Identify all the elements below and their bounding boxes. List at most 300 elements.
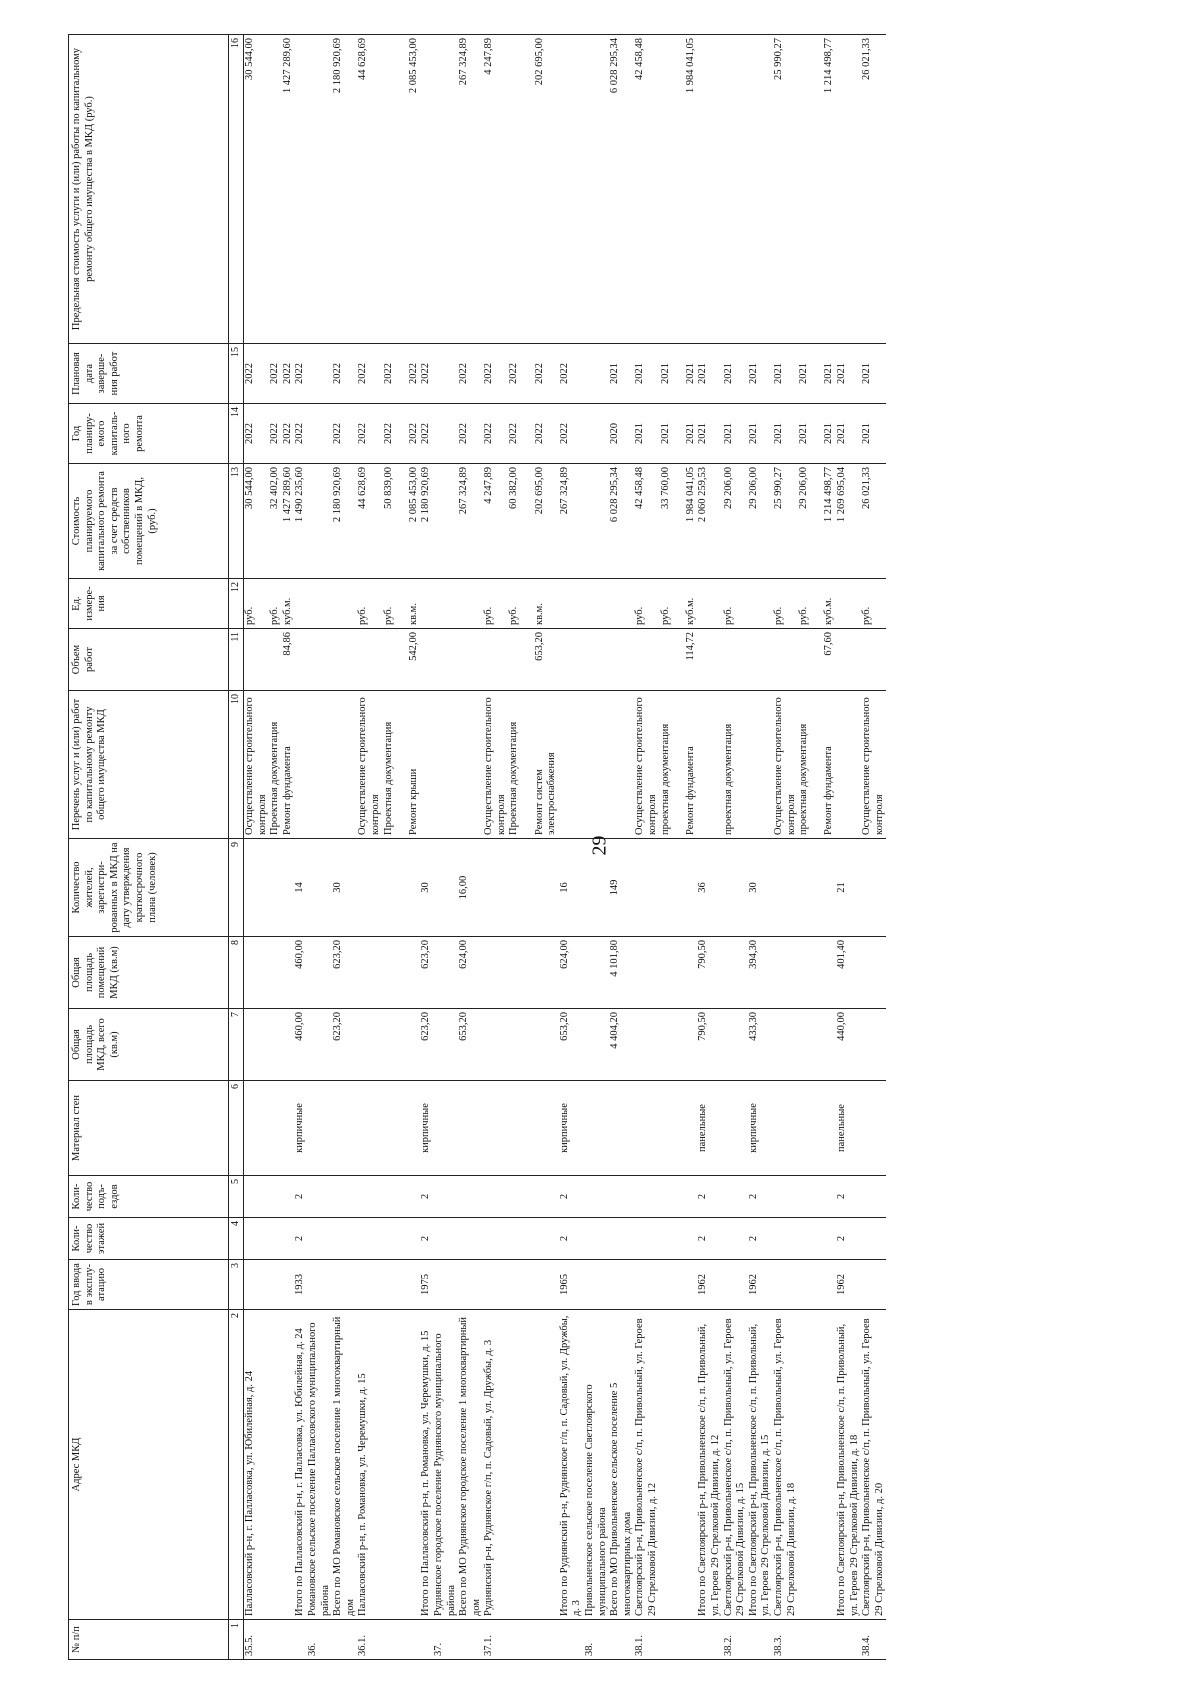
cell-col-11 — [332, 629, 357, 691]
cell-col-11 — [609, 629, 634, 691]
cell-col-7 — [483, 1009, 559, 1081]
cell-col-5: 2 — [748, 1176, 773, 1218]
cell-col-8 — [357, 937, 420, 1009]
cell-col-4: 2 — [697, 1218, 722, 1260]
cell-col-15 — [433, 344, 458, 404]
cell-col-11 — [433, 629, 458, 691]
cell-col-2: Руднянский р-н, Руднянское г/п, п. Садовый, ул. Дружбы, д. 3 — [483, 1310, 559, 1620]
column-header-12: Ед. измере-ния — [69, 579, 229, 629]
cell-col-8: 624,00 — [559, 937, 584, 1009]
cell-col-1: 37. — [433, 1620, 458, 1660]
cell-col-11 — [559, 629, 584, 691]
cell-col-14 — [433, 404, 458, 464]
cell-col-16 — [697, 35, 722, 344]
cell-col-9 — [773, 839, 836, 937]
cell-col-10 — [697, 691, 722, 839]
cell-col-5 — [307, 1176, 332, 1218]
table-body — [244, 35, 887, 1660]
rotated-table-container — [68, 35, 1188, 1660]
cell-col-13: 25 990,27 29 206,00 1 214 498,77 — [773, 464, 836, 579]
cell-col-11 — [697, 629, 722, 691]
cell-col-5 — [634, 1176, 697, 1218]
cell-col-13: 267 324,89 — [559, 464, 584, 579]
cell-col-10: Осуществление строительного контроля Проектная документация Ремонт систем электроснабжения — [483, 691, 559, 839]
cell-col-6 — [861, 1081, 886, 1176]
cell-col-10: Осуществление строительного контроля Проектная документация Ремонт фундамента — [244, 691, 295, 839]
cell-col-12 — [307, 579, 332, 629]
cell-col-11 — [723, 629, 748, 691]
cell-col-2: Светлоярский р-н, Привольненское с/п, п. Привольный, ул. Героев 29 Стрелковой Дивизии, д. 20 — [861, 1310, 886, 1620]
cell-col-13: 29 206,00 — [723, 464, 748, 579]
column-header-6: Материал стен — [69, 1081, 229, 1176]
cell-col-13: 29 206,00 — [748, 464, 773, 579]
column-number-8: 8 — [229, 937, 244, 1009]
cell-col-4 — [483, 1218, 559, 1260]
cell-col-11: 84,86 — [244, 629, 295, 691]
cell-col-3: 1962 — [748, 1260, 773, 1310]
cell-col-1: 36. — [307, 1620, 332, 1660]
cell-col-14: 2021 2021 2021 — [634, 404, 697, 464]
cell-col-8: 401,40 — [836, 937, 861, 1009]
cell-col-1 — [609, 1620, 634, 1660]
cell-col-8: 460,00 — [294, 937, 307, 1009]
cell-col-4 — [458, 1218, 483, 1260]
cell-col-7 — [433, 1009, 458, 1081]
cell-col-4: 2 — [559, 1218, 584, 1260]
cell-col-14: 2022 2022 2022 — [244, 404, 295, 464]
cell-col-13: 26 021,33 — [861, 464, 886, 579]
cell-col-10 — [307, 691, 332, 839]
cell-col-11 — [307, 629, 332, 691]
cell-col-14 — [307, 404, 332, 464]
cell-col-8 — [307, 937, 332, 1009]
cell-col-12: руб. — [861, 579, 886, 629]
cell-col-9 — [584, 839, 609, 937]
table-row — [634, 35, 697, 1660]
cell-col-12 — [609, 579, 634, 629]
cell-col-3: 1962 — [836, 1260, 861, 1310]
cell-col-11 — [861, 629, 886, 691]
cell-col-9 — [357, 839, 420, 937]
cell-col-11 — [748, 629, 773, 691]
column-number-1: 1 — [229, 1620, 244, 1660]
cell-col-10 — [433, 691, 458, 839]
cell-col-5 — [584, 1176, 609, 1218]
cell-col-6 — [244, 1081, 295, 1176]
cell-col-6 — [483, 1081, 559, 1176]
cell-col-6 — [332, 1081, 357, 1176]
cell-col-13: 267 324,89 — [458, 464, 483, 579]
cell-col-15: 2022 2022 2022 — [357, 344, 420, 404]
cell-col-9 — [723, 839, 748, 937]
cell-col-14: 2021 2021 2021 — [773, 404, 836, 464]
cell-col-15: 2022 — [332, 344, 357, 404]
cell-col-2: Итого по Палласовский р-н, г. Палласовка, ул. Юбилейная, д. 24 — [294, 1310, 307, 1620]
cell-col-11 — [294, 629, 307, 691]
cell-col-4 — [584, 1218, 609, 1260]
cell-col-12 — [420, 579, 433, 629]
cell-col-1 — [294, 1620, 307, 1660]
cell-col-2: Итого по Руднянский р-н, Руднянское г/п, п. Садовый, ул. Дружбы, д. 3 — [559, 1310, 584, 1620]
cell-col-6 — [584, 1081, 609, 1176]
cell-col-15: 2022 — [559, 344, 584, 404]
cell-col-3 — [584, 1260, 609, 1310]
cell-col-9: 36 — [697, 839, 722, 937]
cell-col-12 — [433, 579, 458, 629]
cell-col-14: 2021 — [723, 404, 748, 464]
cell-col-9: 149 — [609, 839, 634, 937]
cell-col-2: Всего по МО Руднянское городское поселение 1 многоквартирный дом — [458, 1310, 483, 1620]
cell-col-16: 30 544,00 1 427 289,60 — [244, 35, 295, 344]
cell-col-8: 394,30 — [748, 937, 773, 1009]
cell-col-7 — [584, 1009, 609, 1081]
table-row — [609, 35, 634, 1660]
cell-col-12 — [332, 579, 357, 629]
cell-col-5 — [433, 1176, 458, 1218]
column-header-3: Год ввода в эксплу-атацию — [69, 1260, 229, 1310]
cell-col-15: 2021 2021 2021 — [773, 344, 836, 404]
cell-col-6 — [723, 1081, 748, 1176]
column-header-11: Объем работ — [69, 629, 229, 691]
cell-col-13: 4 247,89 60 382,00 202 695,00 — [483, 464, 559, 579]
table-row — [773, 35, 836, 1660]
cell-col-14: 2022 — [332, 404, 357, 464]
cell-col-12: руб. руб. куб.м. — [773, 579, 836, 629]
cell-col-3 — [332, 1260, 357, 1310]
cell-col-3 — [861, 1260, 886, 1310]
cell-col-16 — [723, 35, 748, 344]
cell-col-6: кирпичные — [294, 1081, 307, 1176]
column-number-11: 11 — [229, 629, 244, 691]
cell-col-3: 1975 — [420, 1260, 433, 1310]
cell-col-2: Светлоярский р-н, Привольненское с/п, п. Привольный, ул. Героев 29 Стрелковой Дивизии, д. 15 — [723, 1310, 748, 1620]
cell-col-7 — [244, 1009, 295, 1081]
cell-col-6 — [433, 1081, 458, 1176]
cell-col-16 — [294, 35, 307, 344]
cell-col-5 — [483, 1176, 559, 1218]
cell-col-2: Светлоярский р-н, Привольненское с/п, п. Привольный, ул. Героев 29 Стрелковой Дивизии, д. 12 — [634, 1310, 697, 1620]
cell-col-10 — [294, 691, 307, 839]
cell-col-6 — [307, 1081, 332, 1176]
cell-col-9: 16 — [559, 839, 584, 937]
cell-col-1 — [420, 1620, 433, 1660]
cell-col-16: 42 458,48 1 984 041,05 — [634, 35, 697, 344]
cell-col-6: кирпичные — [420, 1081, 433, 1176]
page-number: 29 — [588, 835, 611, 855]
cell-col-10 — [420, 691, 433, 839]
cell-col-16: 25 990,27 1 214 498,77 — [773, 35, 836, 344]
cell-col-13: 1 269 695,04 — [836, 464, 861, 579]
column-header-5: Коли-чество подъ-ездов — [69, 1176, 229, 1218]
table-row — [861, 35, 886, 1660]
cell-col-9 — [861, 839, 886, 937]
cell-col-7 — [357, 1009, 420, 1081]
column-header-13: Стоимость планируемого капитального ремонта за счет средств собственников помещений в МКД, (руб.) — [69, 464, 229, 579]
column-header-16: Предельная стоимость услуги и (или) работы по капитальному ремонту общего имущества в МКД (руб.) — [69, 35, 229, 344]
cell-col-2: Романовское сельское поселение Палласовского муниципального района — [307, 1310, 332, 1620]
cell-col-13 — [307, 464, 332, 579]
cell-col-13: 1 490 235,60 — [294, 464, 307, 579]
cell-col-5: 2 — [294, 1176, 307, 1218]
column-number-2: 2 — [229, 1310, 244, 1620]
column-number-13: 13 — [229, 464, 244, 579]
column-number-14: 14 — [229, 404, 244, 464]
cell-col-11 — [836, 629, 861, 691]
cell-col-13: 2 180 920,69 — [420, 464, 433, 579]
cell-col-16 — [836, 35, 861, 344]
cell-col-16: 267 324,89 — [458, 35, 483, 344]
cell-col-16 — [433, 35, 458, 344]
cell-col-1: 35.5. — [244, 1620, 295, 1660]
cell-col-4 — [244, 1218, 295, 1260]
cell-col-13 — [584, 464, 609, 579]
cell-col-14: 2022 2022 2022 — [483, 404, 559, 464]
cell-col-7: 440,00 — [836, 1009, 861, 1081]
cell-col-10 — [609, 691, 634, 839]
cell-col-10: Осуществление строительного контроля — [861, 691, 886, 839]
cell-col-4 — [357, 1218, 420, 1260]
cell-col-2: Всего по МО Привольненское сельское поселение 5 многоквартирных дома — [609, 1310, 634, 1620]
cell-col-13: 42 458,48 33 760,00 1 984 041,05 — [634, 464, 697, 579]
cell-col-4: 2 — [420, 1218, 433, 1260]
cell-col-15: 2021 — [836, 344, 861, 404]
cell-col-2: Всего по МО Романовское сельское поселение 1 многоквартирный дом — [332, 1310, 357, 1620]
cell-col-9: 21 — [836, 839, 861, 937]
cell-col-3 — [307, 1260, 332, 1310]
column-number-3: 3 — [229, 1260, 244, 1310]
cell-col-4: 2 — [836, 1218, 861, 1260]
column-numbers-row — [229, 35, 244, 1660]
cell-col-10: Осуществление строительного контроля Проектная документация Ремонт крыши — [357, 691, 420, 839]
cell-col-2: Светлоярский р-н, Привольненское с/п, п. Привольный, ул. Героев 29 Стрелковой Дивизии, д. 18 — [773, 1310, 836, 1620]
cell-col-10: проектная документация — [723, 691, 748, 839]
cell-col-6: кирпичные — [559, 1081, 584, 1176]
cell-col-12: руб. руб. кв.м. — [483, 579, 559, 629]
cell-col-16: 6 028 295,34 — [609, 35, 634, 344]
cell-col-11 — [420, 629, 433, 691]
cell-col-13: 44 628,69 50 839,00 2 085 453,00 — [357, 464, 420, 579]
cell-col-3 — [609, 1260, 634, 1310]
cell-col-14: 2021 — [861, 404, 886, 464]
cell-col-15: 2021 — [748, 344, 773, 404]
cell-col-15: 2022 2022 2022 — [483, 344, 559, 404]
column-number-4: 4 — [229, 1218, 244, 1260]
cell-col-2: Итого по Светлоярский р-н, Привольненское с/п, п. Привольный, ул. Героев 29 Стрелковой Дивизии, д. 12 — [697, 1310, 722, 1620]
cell-col-7: 4 404,20 — [609, 1009, 634, 1081]
cell-col-13: 2 180 920,69 — [332, 464, 357, 579]
cell-col-14: 2022 2022 2022 — [357, 404, 420, 464]
cell-col-15: 2021 — [723, 344, 748, 404]
cell-col-9 — [433, 839, 458, 937]
cell-col-2: Привольненское сельское поселение Светлоярского муниципального района — [584, 1310, 609, 1620]
table-row — [836, 35, 861, 1660]
column-number-10: 10 — [229, 691, 244, 839]
cell-col-2: Итого по Палласовский р-н, п. Романовка, ул. Черемушки, д. 15 — [420, 1310, 433, 1620]
column-header-14: Год планиру-емого капиталь-ного ремонта — [69, 404, 229, 464]
cell-col-5 — [332, 1176, 357, 1218]
cell-col-7: 623,20 — [420, 1009, 433, 1081]
column-header-1: № п/п — [69, 1620, 229, 1660]
column-header-2: Адрес МКД — [69, 1310, 229, 1620]
cell-col-1 — [697, 1620, 722, 1660]
cell-col-6: кирпичные — [748, 1081, 773, 1176]
cell-col-15 — [307, 344, 332, 404]
cell-col-10 — [584, 691, 609, 839]
cell-col-14: 2022 — [294, 404, 307, 464]
cell-col-12: руб. руб. куб.м. — [634, 579, 697, 629]
cell-col-7: 653,20 — [458, 1009, 483, 1081]
cell-col-10: Осуществление строительного контроля проектная документация Ремонт фундамента — [634, 691, 697, 839]
table-row — [307, 35, 332, 1660]
cell-col-3: 1933 — [294, 1260, 307, 1310]
cell-col-3 — [357, 1260, 420, 1310]
cell-col-8 — [483, 937, 559, 1009]
cell-col-1: 38.4. — [861, 1620, 886, 1660]
cell-col-9 — [634, 839, 697, 937]
cell-col-9: 30 — [420, 839, 433, 937]
table-row — [357, 35, 420, 1660]
cell-col-14: 2021 — [836, 404, 861, 464]
cell-col-1: 38.1. — [634, 1620, 697, 1660]
repair-plan-table — [68, 34, 886, 1660]
cell-col-9: 16,00 — [458, 839, 483, 937]
cell-col-6 — [357, 1081, 420, 1176]
cell-col-4 — [332, 1218, 357, 1260]
cell-col-11: 67,60 — [773, 629, 836, 691]
cell-col-13 — [433, 464, 458, 579]
cell-col-1: 37.1. — [483, 1620, 559, 1660]
table-row — [420, 35, 433, 1660]
cell-col-1 — [332, 1620, 357, 1660]
cell-col-7 — [773, 1009, 836, 1081]
cell-col-11 — [458, 629, 483, 691]
cell-col-8 — [584, 937, 609, 1009]
cell-col-8: 623,20 — [332, 937, 357, 1009]
column-header-15: Плановая дата заверше-ния работ — [69, 344, 229, 404]
cell-col-10 — [458, 691, 483, 839]
column-number-16: 16 — [229, 35, 244, 344]
cell-col-2: Руднянское городское поселение Руднянского муниципального района — [433, 1310, 458, 1620]
cell-col-5 — [244, 1176, 295, 1218]
cell-col-15: 2021 — [861, 344, 886, 404]
cell-col-14: 2022 — [559, 404, 584, 464]
cell-col-16: 2 180 920,69 — [332, 35, 357, 344]
cell-col-4: 2 — [294, 1218, 307, 1260]
cell-col-15: 2022 — [458, 344, 483, 404]
cell-col-14: 2021 — [748, 404, 773, 464]
cell-col-9 — [307, 839, 332, 937]
table-row — [697, 35, 722, 1660]
cell-col-14 — [584, 404, 609, 464]
cell-col-4: 2 — [748, 1218, 773, 1260]
cell-col-12 — [559, 579, 584, 629]
cell-col-5 — [357, 1176, 420, 1218]
cell-col-3 — [723, 1260, 748, 1310]
cell-col-8 — [634, 937, 697, 1009]
cell-col-15: 2022 — [420, 344, 433, 404]
cell-col-4 — [433, 1218, 458, 1260]
cell-col-4 — [861, 1218, 886, 1260]
cell-col-3 — [433, 1260, 458, 1310]
cell-col-12 — [458, 579, 483, 629]
cell-col-9: 30 — [332, 839, 357, 937]
table-row — [458, 35, 483, 1660]
cell-col-7: 623,20 — [332, 1009, 357, 1081]
cell-col-1: 38.3. — [773, 1620, 836, 1660]
cell-col-7 — [861, 1009, 886, 1081]
cell-col-7: 433,30 — [748, 1009, 773, 1081]
cell-col-1 — [836, 1620, 861, 1660]
cell-col-7: 653,20 — [559, 1009, 584, 1081]
cell-col-6 — [773, 1081, 836, 1176]
table-header — [69, 35, 244, 1660]
cell-col-3 — [244, 1260, 295, 1310]
cell-col-12: руб. руб. кв.м. — [357, 579, 420, 629]
cell-col-2: Палласовский р-н, г. Палласовка, ул. Юбилейная, д. 24 — [244, 1310, 295, 1620]
cell-col-14: 2022 — [420, 404, 433, 464]
cell-col-13: 30 544,00 32 402,00 1 427 289,60 — [244, 464, 295, 579]
cell-col-16 — [559, 35, 584, 344]
cell-col-9: 30 — [748, 839, 773, 937]
column-number-7: 7 — [229, 1009, 244, 1081]
cell-col-2: Палласовский р-н, п. Романовка, ул. Черемушки, д. 15 — [357, 1310, 420, 1620]
cell-col-13: 2 060 259,53 — [697, 464, 722, 579]
cell-col-8 — [723, 937, 748, 1009]
cell-col-5: 2 — [697, 1176, 722, 1218]
cell-col-6: панельные — [697, 1081, 722, 1176]
cell-col-1: 36.1. — [357, 1620, 420, 1660]
cell-col-5: 2 — [559, 1176, 584, 1218]
cell-col-8: 624,00 — [458, 937, 483, 1009]
table-row — [559, 35, 584, 1660]
cell-col-15: 2021 2021 2021 — [634, 344, 697, 404]
cell-col-12: руб. руб. куб.м. — [244, 579, 295, 629]
cell-col-10 — [559, 691, 584, 839]
cell-col-4 — [634, 1218, 697, 1260]
cell-col-3 — [458, 1260, 483, 1310]
column-headers-row — [69, 35, 229, 1660]
cell-col-13: 6 028 295,34 — [609, 464, 634, 579]
cell-col-4 — [723, 1218, 748, 1260]
cell-col-5: 2 — [420, 1176, 433, 1218]
cell-col-12: руб. — [723, 579, 748, 629]
cell-col-5 — [609, 1176, 634, 1218]
cell-col-3 — [634, 1260, 697, 1310]
cell-col-5: 2 — [836, 1176, 861, 1218]
cell-col-15: 2022 — [294, 344, 307, 404]
cell-col-16 — [748, 35, 773, 344]
cell-col-4 — [609, 1218, 634, 1260]
cell-col-11: 542,00 — [357, 629, 420, 691]
cell-col-6 — [634, 1081, 697, 1176]
cell-col-14: 2020 — [609, 404, 634, 464]
cell-col-15: 2021 — [697, 344, 722, 404]
cell-col-9 — [483, 839, 559, 937]
cell-col-8: 623,20 — [420, 937, 433, 1009]
column-number-12: 12 — [229, 579, 244, 629]
cell-col-8 — [861, 937, 886, 1009]
cell-col-9 — [244, 839, 295, 937]
cell-col-7 — [723, 1009, 748, 1081]
cell-col-10: Осуществление строительного контроля проектная документация Ремонт фундамента — [773, 691, 836, 839]
cell-col-16: 44 628,69 2 085 453,00 — [357, 35, 420, 344]
cell-col-12 — [294, 579, 307, 629]
cell-col-10 — [332, 691, 357, 839]
cell-col-5 — [458, 1176, 483, 1218]
column-header-4: Коли-чество этажей — [69, 1218, 229, 1260]
cell-col-3: 1965 — [559, 1260, 584, 1310]
cell-col-10 — [748, 691, 773, 839]
